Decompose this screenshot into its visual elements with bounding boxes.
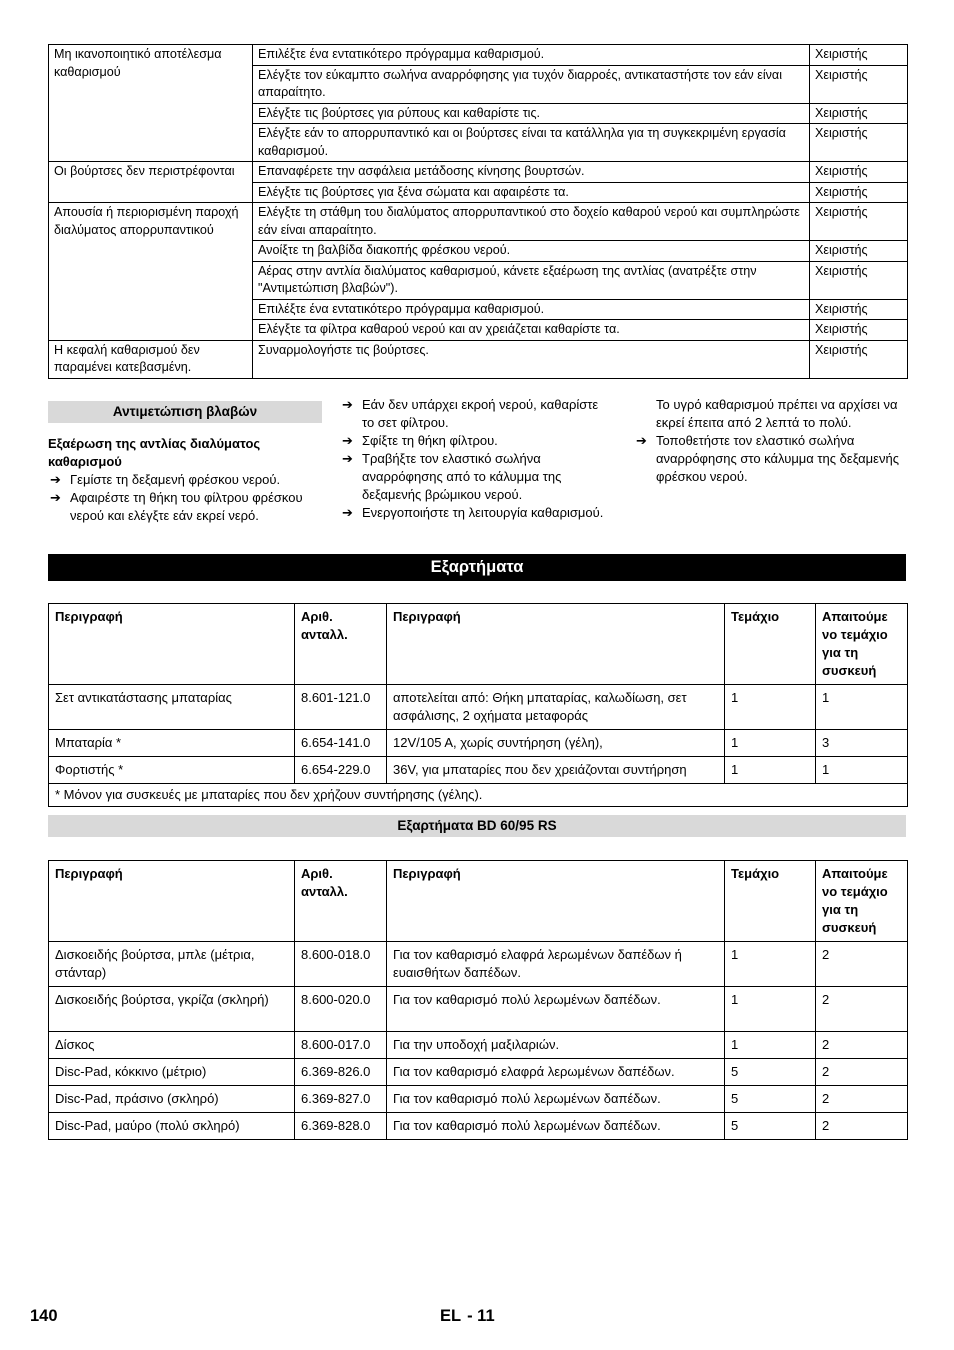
piece-cell: 5 — [725, 1059, 816, 1086]
step-text: Γεμίστε τη δεξαμενή φρέσκου νερού. — [70, 472, 281, 487]
responsible-cell: Χειριστής — [810, 299, 908, 320]
responsible-cell: Χειριστής — [810, 65, 908, 103]
bd-accessories-table — [48, 860, 908, 1140]
subhead-pump-venting: Εξαέρωση της αντλίας διαλύματος καθαρισμού — [48, 436, 261, 469]
table-row — [49, 942, 908, 987]
required-cell: 2 — [816, 1113, 908, 1140]
header-description-2: Περιγραφή — [387, 604, 725, 685]
header-description: Περιγραφή — [49, 861, 295, 942]
piece-cell: 1 — [725, 942, 816, 987]
fault-cell: Η κεφαλή καθαρισμού δεν παραμένει κατεβασμένη. — [49, 340, 253, 378]
required-cell: 2 — [816, 987, 908, 1032]
responsible-cell: Χειριστής — [810, 162, 908, 183]
arrow-right-icon: ➔ — [342, 397, 353, 412]
required-cell: 3 — [816, 730, 908, 757]
step-text: Ενεργοποιήστε τη λειτουργία καθαρισμού. — [362, 505, 604, 520]
step-item — [340, 432, 610, 450]
remedy-cell: Επαναφέρετε την ασφάλεια μετάδοσης κίνησης βουρτσών. — [253, 162, 810, 183]
arrow-right-icon: ➔ — [636, 433, 647, 448]
step-item — [340, 396, 610, 432]
step-text: Εάν δεν υπάρχει εκροή νερού, καθαρίστε το σετ φίλτρου. — [362, 397, 599, 430]
troubleshooting-row — [49, 162, 908, 183]
remedy-cell: Ανοίξτε τη βαλβίδα διακοπής φρέσκου νερού. — [253, 241, 810, 262]
part-description-cell: Για τον καθαρισμό πολύ λερωμένων δαπέδων. — [387, 1113, 725, 1140]
arrow-right-icon: ➔ — [342, 451, 353, 466]
responsible-cell: Χειριστής — [810, 45, 908, 66]
troubleshooting-table — [48, 44, 908, 379]
header-required: Απαιτούμε νο τεμάχιο για τη συσκευή — [816, 604, 908, 685]
remedy-cell: Ελέγξτε τη στάθμη του διαλύματος απορρυπαντικού στο δοχείο καθαρού νερού και συμπληρώστε εάν είναι απαραίτητο. — [253, 203, 810, 241]
part-name-cell: Σετ αντικατάστασης μπαταρίας — [49, 685, 295, 730]
responsible-cell: Χειριστής — [810, 340, 908, 378]
part-description-cell: Για τον καθαρισμό ελαφρά λερωμένων δαπέδων. — [387, 1059, 725, 1086]
footer-sub-page: - 11 — [467, 1307, 495, 1325]
responsible-cell: Χειριστής — [810, 241, 908, 262]
step-text: Αφαιρέστε τη θήκη του φίλτρου φρέσκου νερού και ελέγξτε εάν εκρεί νερό. — [70, 490, 303, 523]
table-row — [49, 1113, 908, 1140]
arrow-right-icon: ➔ — [50, 472, 61, 487]
step-item — [340, 504, 610, 522]
header-piece: Τεμάχιο — [725, 604, 816, 685]
piece-cell: 5 — [725, 1086, 816, 1113]
part-number-cell: 8.600-017.0 — [295, 1032, 387, 1059]
step-item — [634, 432, 908, 486]
header-description: Περιγραφή — [49, 604, 295, 685]
footer-lang-code: EL — [440, 1307, 462, 1325]
arrow-right-icon: ➔ — [342, 505, 353, 520]
arrow-right-icon: ➔ — [50, 490, 61, 505]
arrow-right-icon: ➔ — [342, 433, 353, 448]
part-number-cell: 6.369-827.0 — [295, 1086, 387, 1113]
part-number-cell: 6.369-826.0 — [295, 1059, 387, 1086]
table-row — [49, 757, 908, 784]
responsible-cell: Χειριστής — [810, 124, 908, 162]
piece-cell: 1 — [725, 730, 816, 757]
table-row — [49, 730, 908, 757]
required-cell: 1 — [816, 757, 908, 784]
step-text: Σφίξτε τη θήκη φίλτρου. — [362, 433, 498, 448]
required-cell: 2 — [816, 1032, 908, 1059]
remedy-cell: Αέρας στην αντλία διαλύματος καθαρισμού, κάνετε εξαέρωση της αντλίας (ανατρέξτε στην "Αντιμετώπιση βλαβών"). — [253, 261, 810, 299]
required-cell: 2 — [816, 942, 908, 987]
fault-cell: Οι βούρτσες δεν περιστρέφονται — [49, 162, 253, 203]
remedy-cell: Ελέγξτε τα φίλτρα καθαρού νερού και αν χρειάζεται καθαρίστε τα. — [253, 320, 810, 341]
table-note-row — [49, 784, 908, 807]
page-number: 140 — [30, 1307, 58, 1325]
footer-lang — [440, 1307, 495, 1326]
column-1 — [48, 435, 320, 525]
table-row — [49, 1086, 908, 1113]
remedy-cell: Ελέγξτε τις βούρτσες για ρύπους και καθαρίστε τις. — [253, 103, 810, 124]
responsible-cell: Χειριστής — [810, 103, 908, 124]
header-part-no: Αριθ. ανταλλ. — [295, 861, 387, 942]
part-number-cell: 6.654-229.0 — [295, 757, 387, 784]
header-piece: Τεμάχιο — [725, 861, 816, 942]
remedy-cell: Ελέγξτε τον εύκαμπτο σωλήνα αναρρόφησης για τυχόν διαρροές, αντικαταστήστε τον εάν είναι απαραίτητο. — [253, 65, 810, 103]
part-name-cell: Disc-Pad, πράσινο (σκληρό) — [49, 1086, 295, 1113]
part-name-cell: Δισκοειδής βούρτσα, γκρίζα (σκληρή) — [49, 987, 295, 1032]
responsible-cell: Χειριστής — [810, 320, 908, 341]
piece-cell: 1 — [725, 1032, 816, 1059]
table-row — [49, 1059, 908, 1086]
troubleshooting-row — [49, 340, 908, 378]
step-item — [48, 471, 320, 489]
part-name-cell: Disc-Pad, μαύρο (πολύ σκληρό) — [49, 1113, 295, 1140]
table-note: * Μόνον για συσκευές με μπαταρίες που δεν χρήζουν συντήρησης (γέλης). — [49, 784, 908, 807]
responsible-cell: Χειριστής — [810, 261, 908, 299]
part-description-cell: Για τον καθαρισμό ελαφρά λερωμένων δαπέδων ή ευαισθήτων δαπέδων. — [387, 942, 725, 987]
part-number-cell: 6.369-828.0 — [295, 1113, 387, 1140]
fault-cell: Μη ικανοποιητικό αποτέλεσμα καθαρισμού — [49, 45, 253, 162]
table-row — [49, 685, 908, 730]
part-description-cell: 12V/105 A, χωρίς συντήρηση (γέλη), — [387, 730, 725, 757]
col3-text: Το υγρό καθαρισμού πρέπει να αρχίσει να εκρεί έπειτα από 2 λεπτά το πολύ. — [656, 397, 898, 430]
part-name-cell: Φορτιστής * — [49, 757, 295, 784]
part-number-cell: 8.600-020.0 — [295, 987, 387, 1032]
remedy-cell: Συναρμολογήστε τις βούρτσες. — [253, 340, 810, 378]
part-description-cell: Για τον καθαρισμό πολύ λερωμένων δαπέδων. — [387, 987, 725, 1032]
piece-cell: 1 — [725, 987, 816, 1032]
remedy-cell: Επιλέξτε ένα εντατικότερο πρόγραμμα καθαρισμού. — [253, 45, 810, 66]
step-text: Τοποθετήστε τον ελαστικό σωλήνα αναρρόφησης στο κάλυμμα της δεξαμενής φρέσκου νερού. — [656, 433, 899, 484]
part-number-cell: 6.654-141.0 — [295, 730, 387, 757]
part-name-cell: Μπαταρία * — [49, 730, 295, 757]
section-title-bd-accessories: Εξαρτήματα BD 60/95 RS — [48, 815, 906, 837]
part-description-cell: αποτελείται από: Θήκη μπαταρίας, καλωδίωση, σετ ασφάλισης, 2 οχήματα μεταφοράς — [387, 685, 725, 730]
part-name-cell: Δισκοειδής βούρτσα, μπλε (μέτρια, στάνταρ) — [49, 942, 295, 987]
troubleshooting-row — [49, 203, 908, 241]
piece-cell: 5 — [725, 1113, 816, 1140]
troubleshooting-row — [49, 45, 908, 66]
piece-cell: 1 — [725, 685, 816, 730]
table-row — [49, 987, 908, 1032]
piece-cell: 1 — [725, 757, 816, 784]
required-cell: 2 — [816, 1086, 908, 1113]
part-description-cell: Για τον καθαρισμό πολύ λερωμένων δαπέδων. — [387, 1086, 725, 1113]
remedy-cell: Ελέγξτε εάν το απορρυπαντικό και οι βούρτσες είναι τα κατάλληλα για τη συγκεκριμένη εργασία καθαρισμού. — [253, 124, 810, 162]
part-description-cell: 36V, για μπαταρίες που δεν χρειάζονται συντήρηση — [387, 757, 725, 784]
part-name-cell: Δίσκος — [49, 1032, 295, 1059]
required-cell: 2 — [816, 1059, 908, 1086]
responsible-cell: Χειριστής — [810, 182, 908, 203]
header-description-2: Περιγραφή — [387, 861, 725, 942]
responsible-cell: Χειριστής — [810, 203, 908, 241]
column-3 — [634, 396, 908, 486]
header-part-no: Αριθ. ανταλλ. — [295, 604, 387, 685]
step-item — [340, 450, 610, 504]
remedy-cell: Ελέγξτε τις βούρτσες για ξένα σώματα και αφαιρέστε τα. — [253, 182, 810, 203]
required-cell: 1 — [816, 685, 908, 730]
part-number-cell: 8.600-018.0 — [295, 942, 387, 987]
part-number-cell: 8.601-121.0 — [295, 685, 387, 730]
fault-cell: Απουσία ή περιορισμένη παροχή διαλύματος απορρυπαντικού — [49, 203, 253, 341]
column-2 — [340, 396, 610, 522]
table-row — [49, 1032, 908, 1059]
part-name-cell: Disc-Pad, κόκκινο (μέτριο) — [49, 1059, 295, 1086]
header-required: Απαιτούμε νο τεμάχιο για τη συσκευή — [816, 861, 908, 942]
step-item — [48, 489, 320, 525]
section-title-accessories: Εξαρτήματα — [48, 554, 906, 581]
step-text: Τραβήξτε τον ελαστικό σωλήνα αναρρόφησης από το κάλυμμα της δεξαμενής βρώμικου νερού. — [362, 451, 562, 502]
remedy-cell: Επιλέξτε ένα εντατικότερο πρόγραμμα καθαρισμού. — [253, 299, 810, 320]
part-description-cell: Για την υποδοχή μαξιλαριών. — [387, 1032, 725, 1059]
accessories-table — [48, 603, 908, 807]
section-title-troubleshooting: Αντιμετώπιση βλαβών — [48, 401, 322, 423]
